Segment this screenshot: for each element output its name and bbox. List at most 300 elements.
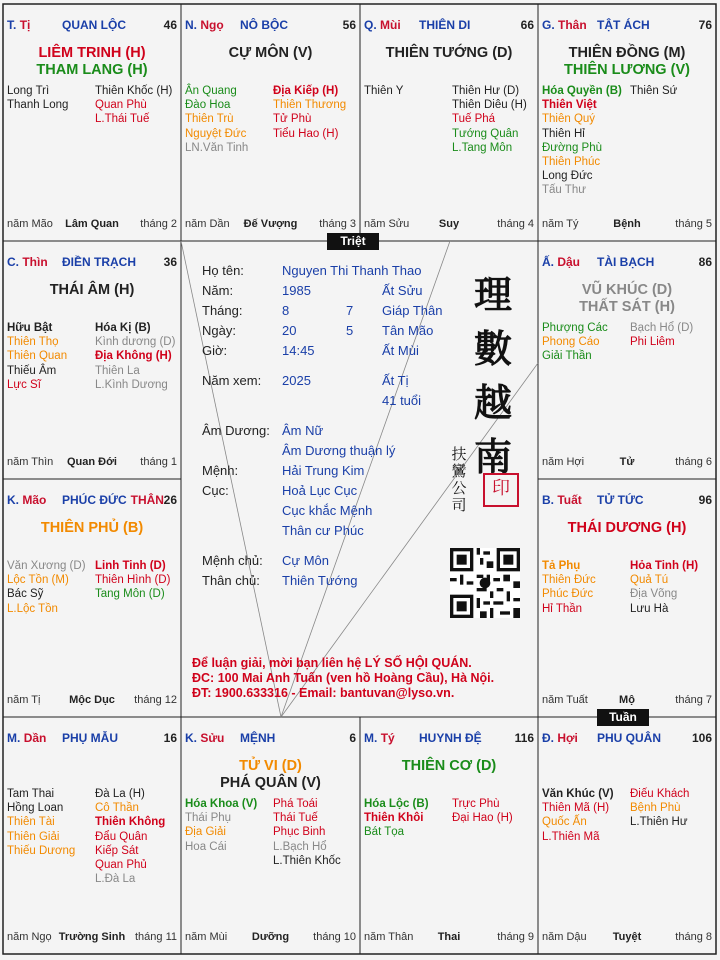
minor-stars-right bbox=[273, 797, 341, 868]
palace-age: 46 bbox=[163, 18, 177, 32]
minor-star: Địa Không (H) bbox=[95, 350, 172, 363]
palace-age: 106 bbox=[691, 731, 712, 745]
palace-month: tháng 11 bbox=[134, 931, 177, 943]
triet-tag: Triệt bbox=[327, 233, 379, 250]
palace-header bbox=[185, 731, 356, 745]
minor-stars-left bbox=[542, 559, 596, 616]
palace-phu-mau[interactable] bbox=[3, 717, 181, 954]
minor-star: Đào Hoa bbox=[185, 99, 231, 112]
palace-branch: Dậu bbox=[557, 255, 581, 269]
palace-branch: Mão bbox=[22, 493, 47, 507]
palace-name-text: ĐIỀN TRẠCH bbox=[62, 255, 136, 269]
palace-month: tháng 3 bbox=[319, 218, 356, 230]
minor-star: Thiên Khốc (H) bbox=[95, 85, 173, 97]
minor-star: Thiên Trù bbox=[185, 113, 234, 126]
palace-footer bbox=[185, 931, 356, 944]
palace-year: năm Hợi bbox=[542, 456, 585, 468]
minor-star: Bát Tọa bbox=[364, 826, 405, 839]
value-tuoi: 41 tuổi bbox=[382, 393, 422, 408]
minor-star: Tam Thai bbox=[7, 788, 55, 800]
minor-star: Thiên Quan bbox=[7, 350, 68, 363]
palace-footer bbox=[364, 931, 534, 944]
palace-year: năm Mão bbox=[7, 218, 53, 230]
palace-month: tháng 12 bbox=[134, 694, 177, 706]
palace-quan-loc[interactable] bbox=[3, 4, 181, 241]
minor-star: Tử Phù bbox=[273, 113, 312, 126]
palace-name-text: PHỤ MẪU bbox=[62, 731, 118, 745]
palace-header bbox=[7, 255, 177, 269]
minor-star: Quan Phủ bbox=[95, 859, 147, 872]
palace-year: năm Dậu bbox=[542, 931, 587, 943]
palace-branch: Hợi bbox=[557, 731, 578, 745]
value-am-duong: Âm Nữ bbox=[282, 423, 324, 438]
palace-phuc-duc[interactable] bbox=[3, 479, 181, 717]
palace-name bbox=[597, 731, 665, 745]
minor-stars-left bbox=[542, 84, 622, 198]
palace-huynh-de[interactable] bbox=[360, 717, 538, 954]
main-star: THÁI DƯƠNG (H) bbox=[567, 520, 687, 536]
palace-year: năm Thìn bbox=[7, 456, 54, 468]
minor-stars-left bbox=[7, 559, 86, 616]
main-stars bbox=[181, 758, 360, 792]
value-nam-can-chi: Ất Sửu bbox=[382, 283, 423, 298]
main-stars bbox=[3, 282, 181, 299]
palace-age: 116 bbox=[514, 731, 534, 745]
minor-stars-left bbox=[542, 787, 614, 844]
minor-star: Địa Võng bbox=[630, 588, 678, 601]
value-thang-can-chi: Giáp Thân bbox=[382, 303, 443, 318]
palace-age: 56 bbox=[342, 18, 356, 32]
palace-header bbox=[542, 255, 712, 269]
minor-stars-right bbox=[95, 559, 170, 602]
minor-stars-right bbox=[95, 321, 175, 392]
palace-branch: Mùi bbox=[380, 18, 401, 32]
palace-month: tháng 1 bbox=[140, 456, 177, 468]
palace-branch: Thân bbox=[558, 18, 587, 32]
palace-phase: Mộc Dục bbox=[69, 694, 115, 706]
palace-name bbox=[240, 18, 292, 32]
main-stars bbox=[181, 45, 360, 62]
palace-year: năm Ngọ bbox=[7, 931, 52, 943]
main-star: THẤT SÁT (H) bbox=[579, 299, 675, 315]
palace-stem: N. bbox=[185, 18, 197, 32]
minor-star: Cô Thần bbox=[95, 802, 139, 815]
palace-header bbox=[542, 493, 712, 507]
minor-star: Văn Xương (D) bbox=[7, 560, 86, 572]
minor-stars-right bbox=[630, 787, 689, 830]
palace-header bbox=[7, 731, 177, 745]
minor-star: Đà La (H) bbox=[95, 788, 145, 800]
seal-stamp: 印 bbox=[483, 473, 519, 507]
palace-month: tháng 5 bbox=[675, 218, 712, 230]
palace-header bbox=[364, 18, 534, 32]
value-ngay: 20 bbox=[282, 323, 297, 338]
palace-phase: Đế Vượng bbox=[243, 218, 298, 230]
palace-name-text: QUAN LỘC bbox=[62, 18, 126, 32]
palace-branch: Tuất bbox=[557, 493, 582, 507]
palace-stem: K. bbox=[7, 493, 19, 507]
palace-month: tháng 4 bbox=[497, 218, 534, 230]
main-star: CỰ MÔN (V) bbox=[228, 45, 313, 61]
minor-star: Thiên La bbox=[95, 364, 140, 377]
minor-star: L.Đà La bbox=[95, 873, 136, 886]
palace-age: 66 bbox=[520, 18, 534, 32]
palace-footer bbox=[542, 931, 712, 944]
minor-star: Bác Sỹ bbox=[7, 588, 44, 601]
palace-branch: Tị bbox=[19, 18, 31, 32]
palace-year: năm Dần bbox=[185, 218, 230, 230]
palace-age: 16 bbox=[163, 731, 177, 745]
minor-star: Thiên Giải bbox=[7, 830, 60, 843]
palace-footer bbox=[185, 218, 356, 231]
palace-name bbox=[419, 18, 474, 32]
seal-char-3: 越 bbox=[473, 380, 512, 425]
palace-stem: M. bbox=[364, 731, 378, 745]
palace-name-text: THIÊN DI bbox=[419, 18, 471, 32]
minor-star: Phục Binh bbox=[273, 826, 326, 839]
minor-stars-left bbox=[364, 84, 403, 98]
palace-phase: Suy bbox=[438, 218, 460, 230]
palace-name-text: TẬT ÁCH bbox=[597, 18, 650, 32]
value-gio: 14:45 bbox=[282, 343, 315, 358]
minor-star: L.Thái Tuế bbox=[95, 113, 150, 126]
minor-star: Tả Phụ bbox=[542, 560, 581, 572]
palace-name-text: TÀI BẠCH bbox=[597, 255, 655, 269]
palace-age: 26 bbox=[163, 493, 177, 507]
palace-footer bbox=[542, 694, 712, 707]
label-ngay: Ngày: bbox=[202, 323, 236, 338]
palace-name-text: PHÚC ĐỨC bbox=[62, 493, 127, 507]
main-star: PHÁ QUÂN (V) bbox=[220, 775, 321, 791]
minor-star: Bạch Hổ (D) bbox=[630, 322, 694, 334]
main-stars bbox=[360, 45, 538, 62]
label-am-duong: Âm Dương: bbox=[202, 423, 270, 438]
contact-line-3[interactable]: ĐT: 1900.633316 - Email: bantuvan@lyso.vn. bbox=[192, 686, 455, 700]
palace-name bbox=[62, 731, 122, 745]
label-than-chu: Thân chủ: bbox=[202, 573, 260, 588]
palace-no-boc[interactable] bbox=[181, 4, 360, 241]
minor-stars-left bbox=[185, 797, 257, 854]
main-star: TỬ VI (D) bbox=[239, 758, 302, 774]
minor-star: Phượng Các bbox=[542, 322, 608, 334]
minor-star: Hóa Khoa (V) bbox=[185, 798, 258, 810]
minor-star: Địa Kiếp (H) bbox=[273, 85, 339, 97]
palace-branch: Ngọ bbox=[200, 18, 224, 32]
minor-star: Hữu Bật bbox=[7, 322, 53, 334]
palace-name bbox=[62, 255, 140, 269]
palace-branch: Tý bbox=[380, 731, 395, 745]
main-star: LIÊM TRINH (H) bbox=[38, 45, 146, 61]
value-thang: 8 bbox=[282, 303, 290, 318]
minor-star: Phá Toái bbox=[273, 798, 318, 810]
palace-name-text: MỆNH bbox=[240, 731, 276, 745]
main-star: THIÊN CƠ (D) bbox=[401, 758, 497, 774]
minor-star: L.Kình Dương bbox=[95, 378, 168, 391]
palace-thien-di[interactable] bbox=[360, 4, 538, 241]
label-ho-ten: Họ tên: bbox=[202, 263, 244, 278]
minor-star: Lực Sĩ bbox=[7, 378, 41, 391]
value-than-chu: Thiên Tướng bbox=[282, 573, 358, 588]
minor-star: Thiên Thương bbox=[273, 99, 347, 112]
minor-star: L.Bạch Hổ bbox=[273, 840, 327, 853]
minor-star: Lưu Hà bbox=[630, 602, 669, 615]
palace-name bbox=[597, 255, 658, 269]
minor-star: Tang Môn (D) bbox=[95, 588, 165, 601]
seal-subtitle: 扶鸞公司 bbox=[451, 445, 467, 514]
minor-star: Thiên Sứ bbox=[630, 85, 678, 97]
label-menh-chu: Mệnh chủ: bbox=[202, 553, 263, 568]
value-cuc-2: Cục khắc Mệnh bbox=[282, 503, 373, 518]
palace-phase: Dưỡng bbox=[251, 931, 290, 943]
palace-header bbox=[7, 18, 177, 32]
palace-than: THÂN bbox=[130, 493, 164, 507]
palace-name bbox=[62, 18, 130, 32]
palace-footer bbox=[364, 218, 534, 231]
palace-branch: Thìn bbox=[22, 255, 48, 269]
tuan-tag: Tuần bbox=[597, 709, 649, 726]
value-nam: 1985 bbox=[282, 283, 311, 298]
palace-stem: G. bbox=[542, 18, 555, 32]
palace-phase: Tử bbox=[619, 456, 635, 468]
minor-star: Thái Tuế bbox=[273, 812, 318, 825]
minor-star: Thiên Khôi bbox=[364, 812, 424, 825]
palace-month: tháng 8 bbox=[675, 931, 712, 943]
minor-star: Thiên Không bbox=[95, 816, 166, 829]
palace-name bbox=[597, 18, 654, 32]
value-nam-xem: 2025 bbox=[282, 373, 311, 388]
palace-phase: Mộ bbox=[619, 694, 635, 706]
minor-star: Quả Tú bbox=[630, 574, 669, 587]
palace-phase: Lâm Quan bbox=[65, 218, 119, 230]
minor-star: Thiếu Âm bbox=[7, 364, 57, 377]
palace-footer bbox=[7, 218, 177, 231]
palace-stem: Đ. bbox=[542, 731, 554, 745]
minor-star: L.Thiên Khốc bbox=[273, 854, 341, 867]
palace-branch: Dần bbox=[23, 731, 47, 745]
palace-branch: Sửu bbox=[200, 731, 225, 745]
palace-name-text: NÔ BỘC bbox=[240, 18, 288, 32]
seal-char-4: 南 bbox=[473, 434, 512, 479]
minor-star: Lộc Tồn (M) bbox=[7, 574, 69, 587]
palace-stem: M. bbox=[7, 731, 21, 745]
palace-footer bbox=[542, 218, 712, 231]
palace-footer bbox=[7, 694, 177, 707]
minor-star: Nguyệt Đức bbox=[185, 127, 247, 140]
minor-star: L.Lộc Tồn bbox=[7, 602, 58, 615]
palace-month: tháng 10 bbox=[313, 931, 356, 943]
minor-star: Kình dương (D) bbox=[95, 336, 176, 349]
contact-line-2: ĐC: 100 Mai Anh Tuấn (ven hồ Hoàng Cầu), Hà Nội. bbox=[192, 671, 495, 685]
palace-tat-ach[interactable] bbox=[538, 4, 716, 241]
minor-star: Hóa Kị (B) bbox=[95, 322, 151, 334]
palace-header bbox=[542, 731, 712, 745]
palace-phase: Thai bbox=[437, 931, 461, 943]
palace-header bbox=[7, 493, 177, 507]
value-menh-chu: Cự Môn bbox=[282, 553, 329, 568]
palace-year: năm Mùi bbox=[185, 931, 228, 943]
palace-name bbox=[597, 493, 648, 507]
minor-star: Thiên Hư (D) bbox=[452, 85, 520, 97]
value-menh: Hải Trung Kim bbox=[282, 463, 365, 478]
main-stars bbox=[3, 520, 181, 537]
palace-age: 76 bbox=[698, 18, 712, 32]
minor-star: L.Thiên Mã bbox=[542, 830, 600, 843]
minor-star: Văn Khúc (V) bbox=[542, 788, 614, 800]
minor-star: Long Đức bbox=[542, 170, 593, 183]
minor-star: Hồng Loan bbox=[7, 802, 64, 815]
palace-age: 36 bbox=[163, 255, 177, 269]
palace-year: năm Sửu bbox=[364, 218, 410, 230]
main-stars bbox=[538, 520, 716, 537]
palace-phase: Tuyệt bbox=[612, 931, 642, 943]
minor-star: Hỏa Tinh (H) bbox=[630, 560, 699, 572]
minor-star: Thiên Mã (H) bbox=[542, 802, 610, 815]
minor-star: Quan Phù bbox=[95, 99, 147, 112]
minor-star: LN.Văn Tinh bbox=[185, 141, 249, 154]
palace-dien-trach[interactable] bbox=[3, 241, 181, 479]
palace-name-text: PHU QUÂN bbox=[597, 731, 662, 745]
minor-star: Phong Cáo bbox=[542, 336, 600, 349]
palace-phu-quan[interactable] bbox=[538, 717, 716, 954]
main-star: THÁI ÂM (H) bbox=[49, 282, 135, 298]
seal-char-2: 數 bbox=[473, 326, 512, 371]
main-star: THAM LANG (H) bbox=[36, 62, 148, 78]
palace-age: 96 bbox=[698, 493, 712, 507]
minor-star: Quốc Ấn bbox=[542, 816, 587, 829]
minor-star: Linh Tinh (D) bbox=[95, 560, 166, 572]
value-ngay-can-chi: Tân Mão bbox=[382, 323, 434, 338]
minor-star: Ân Quang bbox=[185, 85, 237, 97]
value-ngay-am: 5 bbox=[346, 323, 354, 338]
palace-year: năm Tuất bbox=[542, 694, 588, 706]
value-cuc: Hoả Lục Cục bbox=[282, 483, 358, 498]
minor-star: Tuế Phá bbox=[452, 113, 496, 126]
minor-star: Địa Giải bbox=[185, 826, 226, 839]
minor-star: Phi Liêm bbox=[630, 336, 675, 349]
contact-line-1: Để luận giải, mời bạn liên hệ LÝ SỐ HỘI QUÁN. bbox=[192, 656, 472, 670]
minor-star: Đẩu Quân bbox=[95, 830, 148, 843]
value-cuc-3: Thân cư Phúc bbox=[282, 523, 364, 538]
minor-star: Thiên Hình (D) bbox=[95, 574, 171, 587]
palace-header bbox=[542, 18, 712, 32]
minor-star: Đường Phù bbox=[542, 141, 602, 154]
minor-star: Phúc Đức bbox=[542, 588, 594, 601]
qr-code-icon[interactable] bbox=[450, 548, 520, 618]
minor-stars-right bbox=[273, 84, 346, 141]
minor-stars-right bbox=[630, 84, 677, 98]
minor-star: Trực Phù bbox=[452, 798, 500, 810]
seal-char-1: 理 bbox=[473, 272, 512, 317]
minor-star: Điếu Khách bbox=[630, 788, 690, 800]
minor-stars-right bbox=[630, 321, 693, 349]
palace-phase: Bệnh bbox=[613, 218, 641, 230]
minor-star: Hóa Lộc (B) bbox=[364, 798, 429, 810]
minor-star: Bệnh Phù bbox=[630, 802, 681, 815]
center-info bbox=[180, 241, 538, 717]
minor-star: Long Trì bbox=[7, 85, 50, 97]
minor-stars-right bbox=[630, 559, 698, 616]
palace-name bbox=[419, 731, 486, 745]
palace-month: tháng 6 bbox=[675, 456, 712, 468]
label-gio: Giờ: bbox=[202, 343, 228, 358]
palace-footer bbox=[542, 456, 712, 469]
palace-year: năm Tý bbox=[542, 218, 579, 230]
minor-star: Kiếp Sát bbox=[95, 844, 139, 857]
palace-month: tháng 9 bbox=[497, 931, 534, 943]
main-star: THIÊN PHỦ (B) bbox=[40, 520, 144, 536]
palace-header bbox=[185, 18, 356, 32]
main-stars bbox=[538, 282, 716, 316]
minor-star: Tiểu Hao (H) bbox=[273, 127, 339, 140]
palace-month: tháng 7 bbox=[675, 694, 712, 706]
palace-stem: B. bbox=[542, 493, 554, 507]
minor-star: Thiên Tài bbox=[7, 816, 55, 829]
main-stars bbox=[538, 45, 716, 79]
minor-star: Thiên Y bbox=[364, 85, 404, 97]
main-star: THIÊN TƯỚNG (D) bbox=[385, 45, 513, 61]
minor-star: Giải Thần bbox=[542, 350, 592, 363]
minor-star: Thiên Phúc bbox=[542, 156, 601, 169]
palace-phase: Trường Sinh bbox=[58, 931, 126, 943]
minor-star: Thái Phụ bbox=[185, 812, 232, 825]
palace-name-text: HUYNH ĐỆ bbox=[419, 731, 482, 745]
minor-stars-right bbox=[95, 84, 172, 127]
minor-star: Thiên Diêu (H) bbox=[452, 99, 527, 112]
minor-stars-left bbox=[542, 321, 608, 364]
minor-star: Tấu Thư bbox=[542, 184, 586, 197]
minor-stars-left bbox=[7, 787, 75, 858]
minor-star: Thiên Việt bbox=[542, 99, 597, 112]
minor-stars-left bbox=[7, 321, 67, 392]
main-star: THIÊN ĐỒNG (M) bbox=[568, 45, 686, 61]
minor-star: Thiên Hỉ bbox=[542, 127, 585, 140]
minor-star: Thiên Đức bbox=[542, 574, 596, 587]
main-star: THIÊN LƯƠNG (V) bbox=[564, 62, 690, 78]
palace-age: 86 bbox=[698, 255, 712, 269]
minor-stars-right bbox=[452, 84, 527, 155]
palace-name-text: TỬ TỨC bbox=[597, 493, 644, 507]
minor-star: Thanh Long bbox=[7, 99, 69, 112]
value-thang-am: 7 bbox=[346, 303, 354, 318]
minor-stars-left bbox=[7, 84, 68, 112]
minor-star: Thiên Thọ bbox=[7, 336, 59, 349]
palace-name bbox=[240, 731, 279, 745]
palace-footer bbox=[7, 456, 177, 469]
label-nam: Năm: bbox=[202, 283, 234, 298]
main-star: VŨ KHÚC (D) bbox=[581, 282, 673, 298]
value-gio-can-chi: Ất Mùi bbox=[382, 343, 419, 358]
minor-stars-left bbox=[185, 84, 248, 155]
value-am-duong-2: Âm Dương thuận lý bbox=[282, 443, 396, 458]
minor-star: Đại Hao (H) bbox=[452, 812, 513, 825]
value-ho-ten: Nguyen Thi Thanh Thao bbox=[282, 263, 422, 278]
minor-star: L.Thiên Hư bbox=[630, 816, 688, 829]
palace-year: năm Tị bbox=[7, 694, 41, 706]
label-cuc: Cục: bbox=[202, 483, 229, 498]
main-stars bbox=[360, 758, 538, 775]
palace-stem: Ấ. bbox=[542, 255, 554, 269]
minor-star: L.Tang Môn bbox=[452, 141, 513, 154]
palace-tai-bach[interactable] bbox=[538, 241, 716, 479]
palace-tu-tuc[interactable] bbox=[538, 479, 716, 717]
minor-star: Hỉ Thần bbox=[542, 602, 583, 615]
minor-star: Tướng Quân bbox=[452, 127, 519, 140]
value-nam-xem-can-chi: Ất Tị bbox=[382, 373, 409, 388]
palace-age: 6 bbox=[349, 731, 356, 745]
palace-menh[interactable] bbox=[181, 717, 360, 954]
palace-stem: C. bbox=[7, 255, 19, 269]
minor-stars-left bbox=[364, 797, 429, 840]
